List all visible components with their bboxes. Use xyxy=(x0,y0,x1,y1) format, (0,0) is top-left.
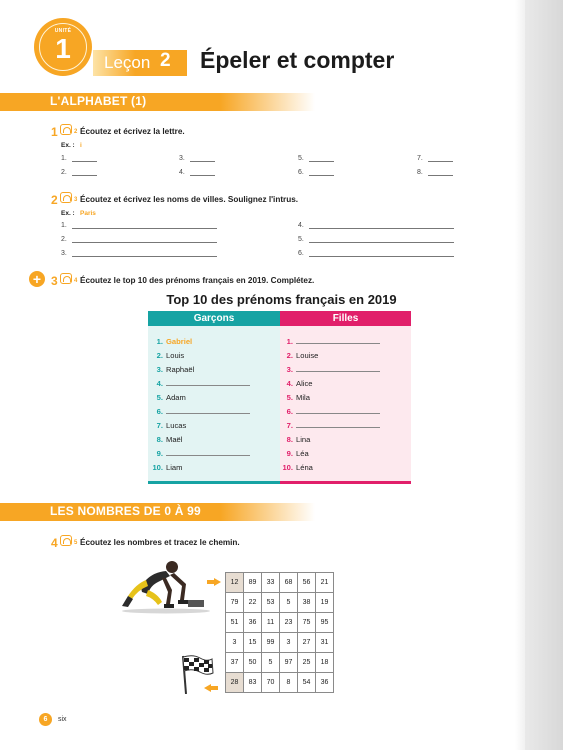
name-blank[interactable] xyxy=(166,449,250,456)
rank-number: 7. xyxy=(156,421,163,430)
first-name: Alice xyxy=(296,379,313,388)
arrow-left-icon xyxy=(204,684,218,692)
boy-name-row xyxy=(150,463,182,472)
example-answer: Paris xyxy=(80,210,96,217)
boys-header: Garçons xyxy=(148,311,280,326)
rank-number: 3. xyxy=(286,365,293,374)
headphones-icon[interactable] xyxy=(60,273,72,284)
first-name: Lucas xyxy=(166,421,187,430)
exercise-instruction: Écoutez et écrivez la lettre. xyxy=(80,127,185,136)
grid-cell[interactable]: 8 xyxy=(280,673,298,693)
runner-illustration xyxy=(118,556,214,614)
grid-cell[interactable]: 38 xyxy=(298,593,316,613)
first-name: Maël xyxy=(166,435,183,444)
grid-row xyxy=(226,573,334,593)
girl-name-row xyxy=(280,379,312,388)
girl-name-row xyxy=(280,337,380,346)
boy-name-row xyxy=(150,421,186,430)
rank-number: 9. xyxy=(156,449,163,458)
boy-name-row xyxy=(150,337,192,346)
grid-cell[interactable]: 27 xyxy=(298,633,316,653)
answer-item: 8. xyxy=(417,169,423,176)
arrow-right-icon xyxy=(207,578,221,586)
grid-cell[interactable]: 12 xyxy=(226,573,244,593)
name-blank[interactable] xyxy=(166,379,250,386)
unit-badge xyxy=(34,18,92,76)
first-name: Léna xyxy=(296,463,313,472)
rank-number: 10. xyxy=(152,463,163,472)
answer-item: 3. xyxy=(179,155,185,162)
answer-item: 4. xyxy=(298,222,304,229)
rank-number: 10. xyxy=(282,463,293,472)
grid-cell[interactable]: 22 xyxy=(244,593,262,613)
track-number: 2 xyxy=(74,129,78,135)
rank-number: 2. xyxy=(286,351,293,360)
answer-blank[interactable] xyxy=(190,161,215,162)
answer-item: 6. xyxy=(298,250,304,257)
girl-name-row xyxy=(280,351,318,360)
first-name: Liam xyxy=(166,463,183,472)
grid-cell[interactable]: 70 xyxy=(262,673,280,693)
answer-blank[interactable] xyxy=(309,228,454,229)
number-grid xyxy=(225,572,334,693)
answer-item: 7. xyxy=(417,155,423,162)
rank-number: 5. xyxy=(286,393,293,402)
unit-label: UNITÉ xyxy=(54,28,72,34)
answer-item: 1. xyxy=(61,155,67,162)
first-name: Adam xyxy=(166,393,186,402)
answer-blank[interactable] xyxy=(309,242,454,243)
grid-cell[interactable]: 89 xyxy=(244,573,262,593)
answer-item: 2. xyxy=(61,169,67,176)
section-bar-numbers xyxy=(0,503,315,521)
grid-cell[interactable]: 5 xyxy=(262,653,280,673)
page-number: 6 xyxy=(39,713,52,726)
girl-name-row xyxy=(280,449,309,458)
answer-blank[interactable] xyxy=(309,175,334,176)
page-title: Épeler et compter xyxy=(200,47,395,73)
exercise-number: 3 xyxy=(51,274,58,288)
grid-cell[interactable]: 15 xyxy=(244,633,262,653)
headphones-icon[interactable] xyxy=(60,535,72,546)
table-title: Top 10 des prénoms français en 2019 xyxy=(166,292,397,307)
grid-cell[interactable]: 23 xyxy=(280,613,298,633)
grid-cell[interactable]: 56 xyxy=(298,573,316,593)
answer-blank[interactable] xyxy=(72,161,97,162)
track-number: 4 xyxy=(74,278,78,284)
rank-number: 1. xyxy=(156,337,163,346)
exercise-number: 1 xyxy=(51,125,58,139)
grid-cell[interactable]: 97 xyxy=(280,653,298,673)
boy-name-row xyxy=(150,407,250,416)
grid-cell[interactable]: 25 xyxy=(298,653,316,673)
boy-name-row xyxy=(150,365,194,374)
grid-cell[interactable]: 31 xyxy=(316,633,334,653)
lecon-word: Leçon xyxy=(104,53,151,72)
unit-number: 1 xyxy=(55,33,71,64)
first-name: Louis xyxy=(166,351,185,360)
grid-cell[interactable]: 54 xyxy=(298,673,316,693)
answer-blank[interactable] xyxy=(428,161,453,162)
grid-row xyxy=(226,633,334,653)
name-blank[interactable] xyxy=(296,337,380,344)
section-title: L'ALPHABET (1) xyxy=(50,94,147,108)
first-name: Lina xyxy=(296,435,311,444)
page-shadow xyxy=(515,0,525,750)
track-number: 3 xyxy=(74,197,78,203)
rank-number: 8. xyxy=(156,435,163,444)
grid-row xyxy=(226,653,334,673)
answer-item: 2. xyxy=(61,236,67,243)
name-blank[interactable] xyxy=(296,365,380,372)
first-name: Léa xyxy=(296,449,309,458)
grid-cell[interactable]: 36 xyxy=(316,673,334,693)
grid-cell[interactable]: 75 xyxy=(298,613,316,633)
girl-name-row xyxy=(280,365,380,374)
section-title: LES NOMBRES DE 0 À 99 xyxy=(50,504,201,518)
name-blank[interactable] xyxy=(166,407,250,414)
girl-name-row xyxy=(280,435,310,444)
lecon-number: 2 xyxy=(160,50,171,71)
grid-cell[interactable]: 11 xyxy=(262,613,280,633)
grid-cell[interactable]: 28 xyxy=(226,673,244,693)
answer-item: 5. xyxy=(298,155,304,162)
boy-name-row xyxy=(150,449,250,458)
girl-name-row xyxy=(280,393,310,402)
answer-item: 3. xyxy=(61,250,67,257)
grid-cell[interactable]: 50 xyxy=(244,653,262,673)
grid-cell[interactable]: 79 xyxy=(226,593,244,613)
grid-cell[interactable]: 33 xyxy=(262,573,280,593)
example-label: Ex. : xyxy=(61,142,75,149)
page-edge xyxy=(525,0,563,750)
headphones-icon[interactable] xyxy=(60,192,72,203)
grid-row xyxy=(226,673,334,693)
first-name: Gabriel xyxy=(166,337,193,346)
rank-number: 7. xyxy=(286,421,293,430)
first-name: Raphaël xyxy=(166,365,195,374)
answer-blank[interactable] xyxy=(309,161,334,162)
answer-item: 4. xyxy=(179,169,185,176)
boy-name-row xyxy=(150,351,184,360)
exercise-number: 4 xyxy=(51,536,58,550)
answer-blank[interactable] xyxy=(309,256,454,257)
boy-name-row xyxy=(150,379,250,388)
grid-cell[interactable]: 37 xyxy=(226,653,244,673)
rank-number: 4. xyxy=(286,379,293,388)
rank-number: 6. xyxy=(286,407,293,416)
grid-cell[interactable]: 83 xyxy=(244,673,262,693)
answer-blank[interactable] xyxy=(72,175,97,176)
table-bottom-border xyxy=(148,481,411,484)
grid-cell[interactable]: 5 xyxy=(280,593,298,613)
page-number-word: six xyxy=(58,716,67,723)
answer-blank[interactable] xyxy=(72,242,217,243)
grid-cell[interactable]: 3 xyxy=(280,633,298,653)
rank-number: 8. xyxy=(286,435,293,444)
grid-cell[interactable]: 36 xyxy=(244,613,262,633)
grid-cell[interactable]: 53 xyxy=(262,593,280,613)
grid-cell[interactable]: 19 xyxy=(316,593,334,613)
grid-cell[interactable]: 95 xyxy=(316,613,334,633)
grid-row xyxy=(226,613,334,633)
rank-number: 3. xyxy=(156,365,163,374)
answer-blank[interactable] xyxy=(72,256,217,257)
first-name: Mila xyxy=(296,393,310,402)
answer-blank[interactable] xyxy=(72,228,217,229)
rank-number: 9. xyxy=(286,449,293,458)
rank-number: 1. xyxy=(286,337,293,346)
girl-name-row xyxy=(280,407,380,416)
girl-name-row xyxy=(280,463,313,472)
grid-cell[interactable]: 68 xyxy=(280,573,298,593)
boy-name-row xyxy=(150,435,182,444)
grid-cell[interactable]: 21 xyxy=(316,573,334,593)
first-name: Louise xyxy=(296,351,319,360)
boy-name-row xyxy=(150,393,186,402)
name-blank[interactable] xyxy=(296,407,380,414)
grid-row xyxy=(226,593,334,613)
section-bar-alphabet xyxy=(0,93,315,111)
answer-item: 5. xyxy=(298,236,304,243)
name-blank[interactable] xyxy=(296,421,380,428)
answer-item: 6. xyxy=(298,169,304,176)
answer-blank[interactable] xyxy=(428,175,453,176)
rank-number: 6. xyxy=(156,407,163,416)
rank-number: 2. xyxy=(156,351,163,360)
plus-icon: + xyxy=(29,271,45,287)
exercise-instruction: Écoutez et écrivez les noms de villes. Soulignez l'intrus. xyxy=(80,195,299,204)
exercise-number: 2 xyxy=(51,193,58,207)
grid-cell[interactable]: 51 xyxy=(226,613,244,633)
rank-number: 4. xyxy=(156,379,163,388)
example-label: Ex. : xyxy=(61,210,75,217)
girls-header: Filles xyxy=(280,311,411,326)
grid-cell[interactable]: 3 xyxy=(226,633,244,653)
exercise-instruction: Écoutez le top 10 des prénoms français en 2019. Complétez. xyxy=(80,276,315,285)
headphones-icon[interactable] xyxy=(60,124,72,135)
answer-blank[interactable] xyxy=(190,175,215,176)
grid-cell[interactable]: 18 xyxy=(316,653,334,673)
exercise-instruction: Écoutez les nombres et tracez le chemin. xyxy=(80,538,240,547)
girl-name-row xyxy=(280,421,380,430)
answer-item: 1. xyxy=(61,222,67,229)
rank-number: 5. xyxy=(156,393,163,402)
track-number: 5 xyxy=(74,540,78,546)
example-answer: i xyxy=(80,142,82,149)
grid-cell[interactable]: 99 xyxy=(262,633,280,653)
